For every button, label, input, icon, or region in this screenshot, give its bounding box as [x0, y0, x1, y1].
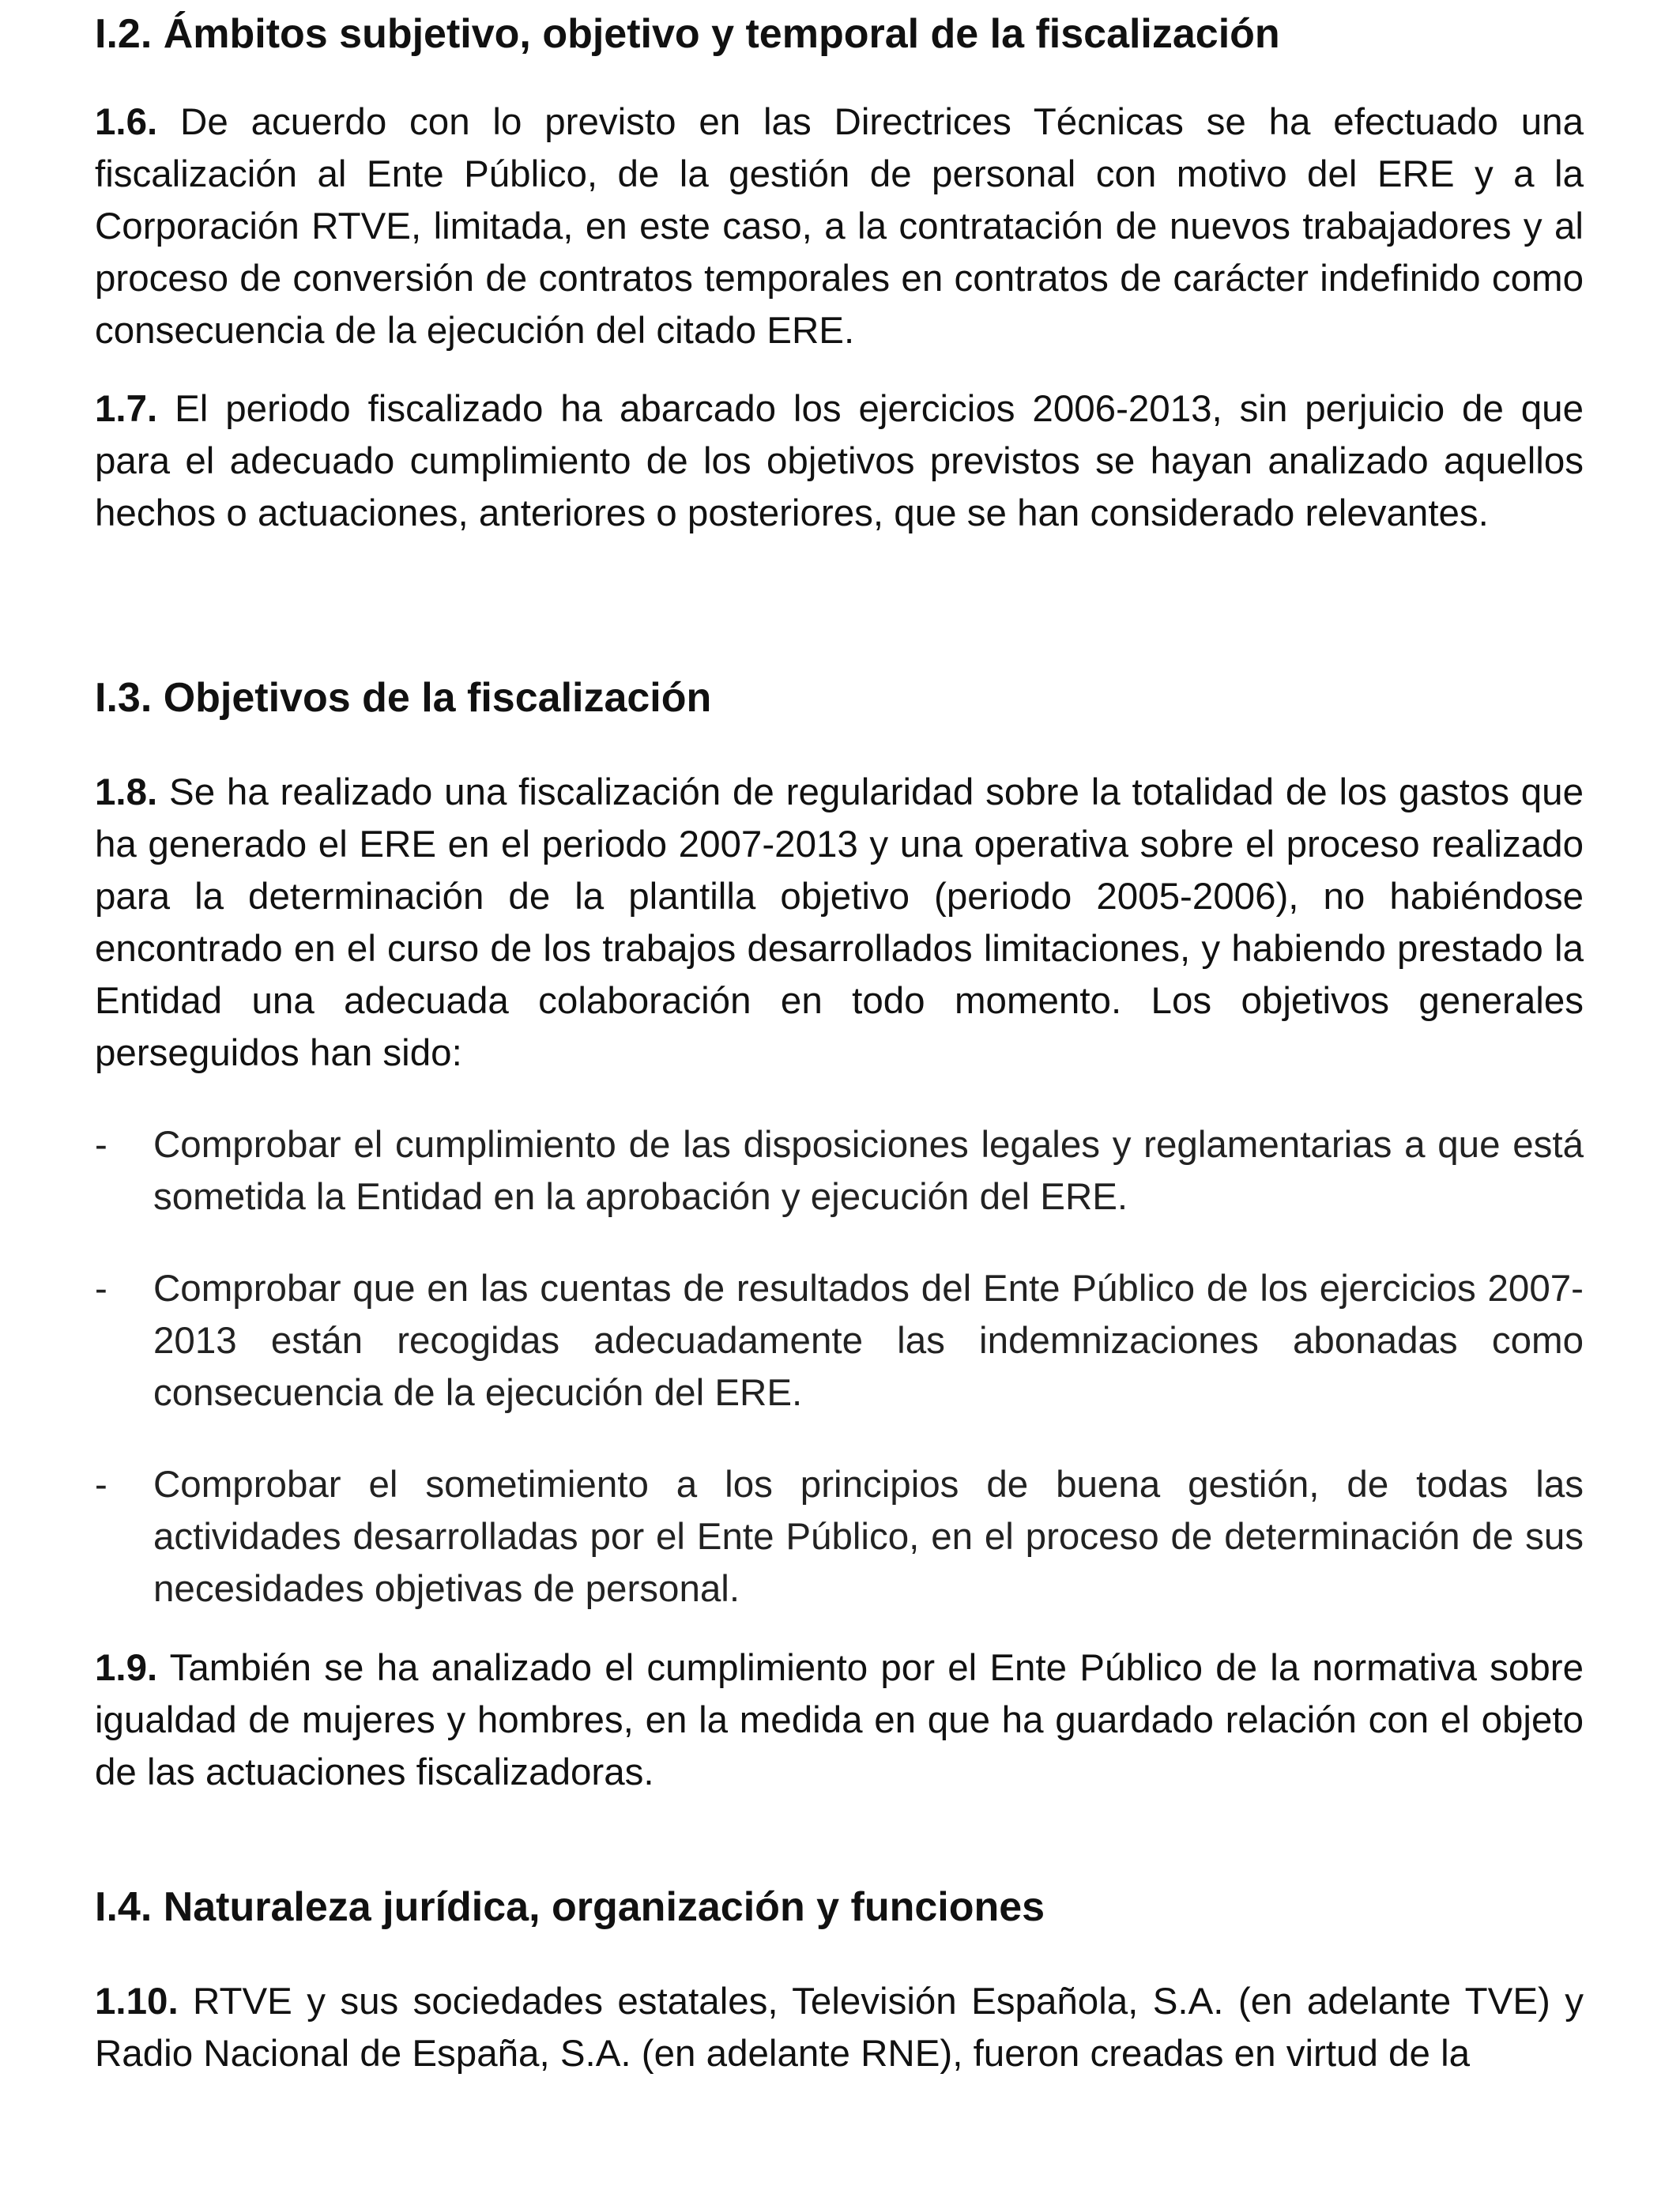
- section-heading-1-2: I.2. Ámbitos subjetivo, objetivo y temporal de la fiscalización: [95, 11, 1280, 57]
- paragraph-1-6: [95, 96, 1584, 357]
- paragraph-number: 1.8.: [95, 771, 158, 813]
- paragraph-text: El periodo fiscalizado ha abarcado los ejercicios 2006-2013, sin perjuicio de que para el adecuado cumplimiento de los objetivos previstos se hayan analizado aquellos hechos o actuaciones, anteriores o posteriores, que se han considerado relevantes.: [95, 388, 1584, 534]
- bullet-dash: -: [95, 1124, 107, 1166]
- paragraph-1-9: [95, 1642, 1584, 1799]
- bullet-dash: -: [95, 1464, 107, 1506]
- paragraph-number: 1.7.: [95, 388, 158, 430]
- paragraph-text: También se ha analizado el cumplimiento por el Ente Público de la normativa sobre igualdad de mujeres y hombres, en la medida en que ha guardado relación con el objeto de las actuaciones fiscalizadoras.: [95, 1647, 1584, 1793]
- paragraph-1-10: [95, 1976, 1584, 2080]
- paragraph-1-7: [95, 383, 1584, 540]
- bullet-dash: -: [95, 1268, 107, 1310]
- paragraph-1-8: [95, 767, 1584, 1080]
- bullet-text: Comprobar el cumplimiento de las disposiciones legales y reglamentarias a que está sometida la Entidad en la aprobación y ejecución del ERE.: [153, 1124, 1584, 1218]
- section-heading-1-3: I.3. Objetivos de la fiscalización: [95, 675, 712, 721]
- section-heading-1-4: I.4. Naturaleza jurídica, organización y funciones: [95, 1884, 1045, 1930]
- paragraph-number: 1.9.: [95, 1647, 158, 1689]
- paragraph-text: De acuerdo con lo previsto en las Directrices Técnicas se ha efectuado una fiscalización al Ente Público, de la gestión de personal con motivo del ERE y a la Corporación RTVE, limitada, en este caso, a la contratación de nuevos trabajadores y al proceso de conversión de contratos temporales en contratos de carácter indefinido como consecuencia de la ejecución del citado ERE.: [95, 101, 1584, 352]
- bullet-item: [95, 1459, 1584, 1615]
- paragraph-text: RTVE y sus sociedades estatales, Televisión Española, S.A. (en adelante TVE) y Radio Nacional de España, S.A. (en adelante RNE), fueron creadas en virtud de la: [95, 1981, 1584, 2075]
- bullet-item: [95, 1263, 1584, 1419]
- paragraph-text: Se ha realizado una fiscalización de regularidad sobre la totalidad de los gastos que ha generado el ERE en el periodo 2007-2013 y una operativa sobre el proceso realizado para la determinación de la plantilla objetivo (periodo 2005-2006), no habiéndose encontrado en el curso de los trabajos desarrollados limitaciones, y habiendo prestado la Entidad una adecuada colaboración en todo momento. Los objetivos generales perseguidos han sido:: [95, 771, 1584, 1074]
- bullet-text: Comprobar el sometimiento a los principios de buena gestión, de todas las actividades desarrolladas por el Ente Público, en el proceso de determinación de sus necesidades objetivas de personal.: [153, 1464, 1584, 1610]
- bullet-text: Comprobar que en las cuentas de resultados del Ente Público de los ejercicios 2007-2013 están recogidas adecuadamente las indemnizaciones abonadas como consecuencia de la ejecución del ERE.: [153, 1268, 1584, 1414]
- paragraph-number: 1.6.: [95, 101, 158, 143]
- paragraph-number: 1.10.: [95, 1981, 179, 2022]
- bullet-item: [95, 1119, 1584, 1223]
